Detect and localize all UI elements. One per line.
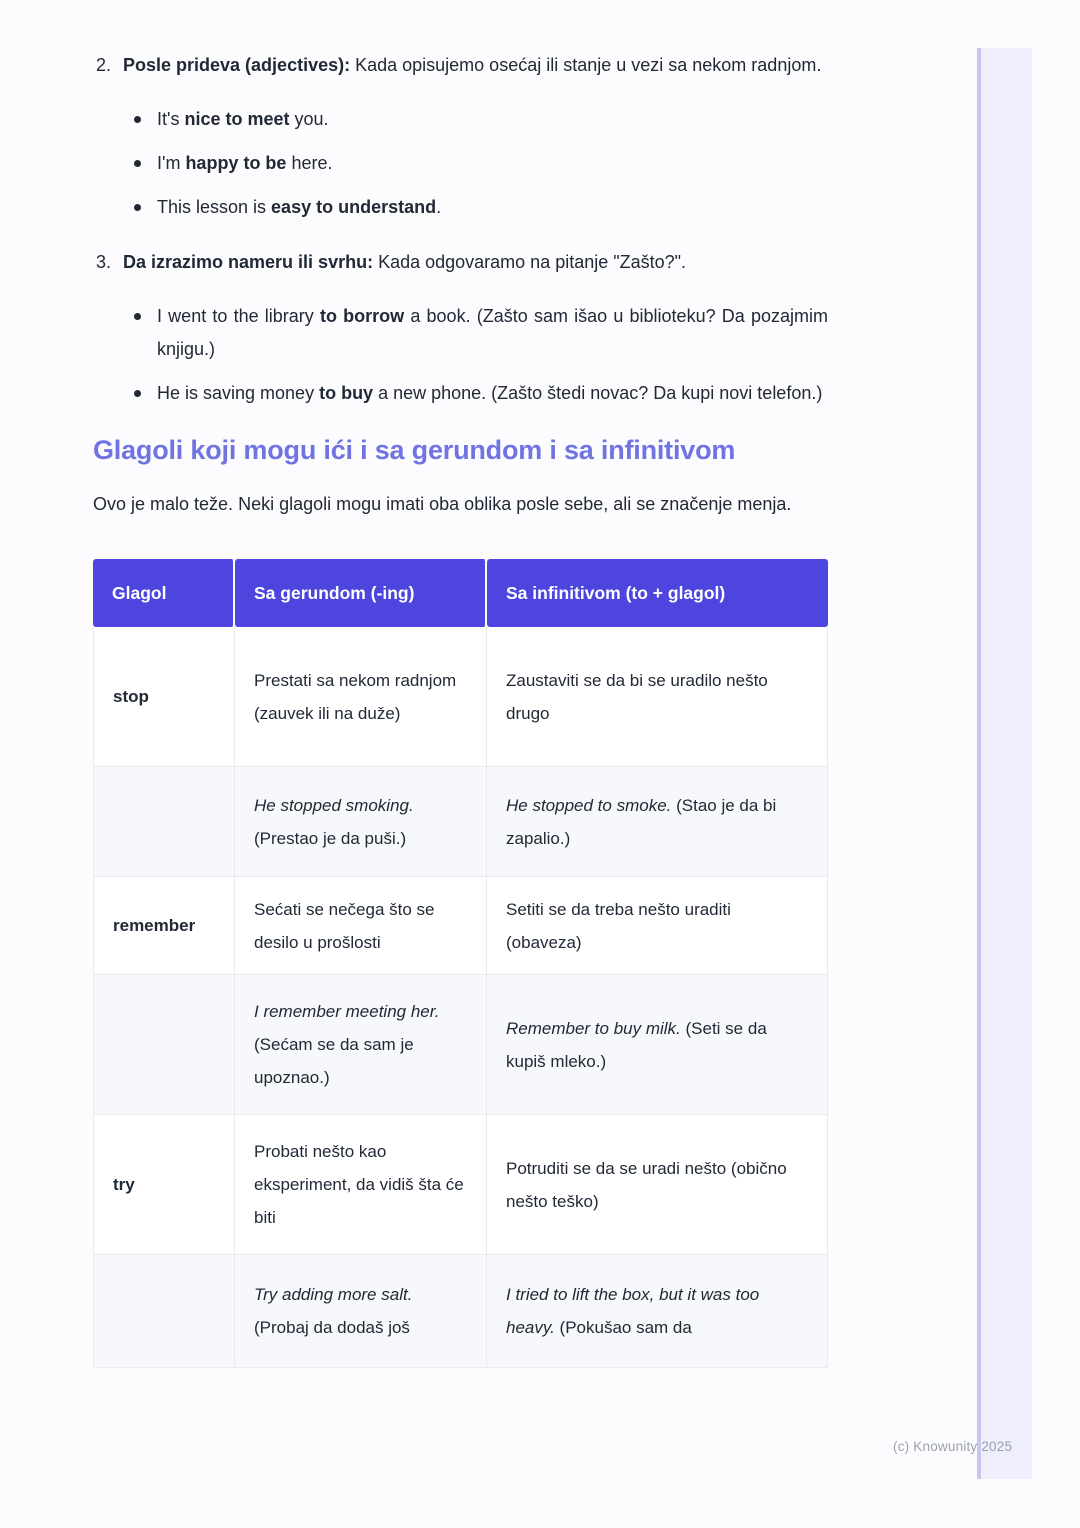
- item-lead: [123, 252, 686, 272]
- text: Prestati sa nekom radnjom (zauvek ili na duže): [254, 670, 457, 723]
- content-area: [93, 0, 828, 1368]
- numbered-item-2: [93, 49, 828, 224]
- text: (Probaj da dodaš još: [254, 1318, 410, 1337]
- text: Setiti se da treba nešto uraditi (obaveza): [506, 899, 731, 952]
- copyright-watermark: (c) Knowunity 2025: [893, 1439, 1013, 1454]
- text: He is saving money: [157, 383, 320, 403]
- infinitive-cell: [487, 1255, 828, 1368]
- table-header-cell: Sa gerundom (-ing): [235, 559, 487, 627]
- italic-text: Remember to buy milk.: [506, 1018, 681, 1038]
- numbered-list: [93, 49, 828, 410]
- text: (Pokušao sam da: [554, 1318, 692, 1337]
- gerund-cell: [235, 877, 487, 975]
- text: Kada odgovaramo na pitanje "Zašto?".: [373, 252, 687, 272]
- gerund-cell: [235, 1115, 487, 1255]
- bullet-text: [157, 153, 332, 173]
- section-heading: Glagoli koji mogu ići i sa gerundom i sa infinitivom: [93, 435, 736, 465]
- bold-text: to borrow: [319, 306, 405, 326]
- item-number: 3.: [96, 252, 112, 272]
- item-lead: [123, 55, 821, 75]
- text: .: [436, 197, 442, 217]
- bullet-icon: [134, 390, 141, 397]
- bold-text: nice to meet: [184, 109, 290, 129]
- table-row-example: [93, 975, 828, 1115]
- text: I went to the library: [157, 306, 320, 326]
- table-header-cell: Glagol: [93, 559, 235, 627]
- text: Probati nešto kao eksperiment, da vidiš šta će biti: [254, 1142, 464, 1227]
- bullet-text: [157, 197, 441, 217]
- intro-paragraph: Ovo je malo teže. Neki glagoli mogu imati oba oblika posle sebe, ali se značenje menja.: [93, 494, 792, 514]
- infinitive-cell: [487, 975, 828, 1115]
- table-row-definition: [93, 627, 828, 767]
- italic-text: I tried to lift the box, but it was too heavy.: [506, 1285, 760, 1337]
- text: here.: [286, 153, 333, 173]
- bold-text: easy to understand: [271, 197, 437, 217]
- bold-text: happy to be: [185, 153, 287, 173]
- verbs-table: [93, 559, 828, 1368]
- text: a new phone. (Zašto štedi novac? Da kupi novi telefon.): [373, 383, 823, 403]
- text: a book. (Zašto sam išao u biblioteku? Da pozajmim knjigu.): [157, 306, 828, 359]
- gerund-cell: [235, 627, 487, 767]
- verb-cell: [93, 767, 235, 877]
- page-scrollbar-track[interactable]: [977, 48, 1032, 1479]
- italic-text: Try adding more salt.: [254, 1285, 413, 1304]
- table-row-definition: [93, 877, 828, 975]
- verb-cell: try: [93, 1115, 235, 1255]
- table-header-cell: Sa infinitivom (to + glagol): [487, 559, 828, 627]
- item-number: 2.: [96, 55, 112, 75]
- table-header-row: [93, 559, 828, 627]
- bold-text: Da izrazimo nameru ili svrhu:: [123, 252, 374, 272]
- text: (Stao je da bi zapalio.): [506, 795, 777, 848]
- bullet-icon: [134, 116, 141, 123]
- bullet-icon: [134, 204, 141, 211]
- infinitive-cell: [487, 877, 828, 975]
- bullet-item: [123, 191, 828, 224]
- italic-text: He stopped to smoke.: [506, 795, 672, 815]
- table-row-example: [93, 767, 828, 877]
- italic-text: He stopped smoking.: [254, 795, 414, 815]
- table-row-example: [93, 1255, 828, 1368]
- numbered-item-3: [93, 246, 828, 410]
- bullet-list: [123, 103, 828, 224]
- bold-text: Posle prideva (adjectives):: [123, 55, 351, 75]
- text: you.: [289, 109, 329, 129]
- text: It's: [157, 109, 185, 129]
- bold-text: to buy: [319, 383, 374, 403]
- bullet-list: [123, 300, 828, 410]
- text: This lesson is: [157, 197, 272, 217]
- text: (Prestao je da puši.): [254, 828, 407, 848]
- gerund-cell: [235, 975, 487, 1115]
- verb-cell: stop: [93, 627, 235, 767]
- infinitive-cell: [487, 767, 828, 877]
- text: I'm: [157, 153, 186, 173]
- bullet-text: [157, 109, 329, 129]
- verb-cell: remember: [93, 877, 235, 975]
- text: Kada opisujemo osećaj ili stanje u vezi sa nekom radnjom.: [350, 55, 822, 75]
- text: Zaustaviti se da bi se uradilo nešto drugo: [506, 670, 768, 723]
- verb-cell: [93, 975, 235, 1115]
- bullet-item: [123, 377, 828, 410]
- verb-cell: [93, 1255, 235, 1368]
- bullet-item: [123, 147, 828, 180]
- text: (Seti se da kupiš mleko.): [506, 1018, 767, 1071]
- table-row-definition: [93, 1115, 828, 1255]
- table-body: [93, 627, 828, 1368]
- bullet-icon: [134, 313, 141, 320]
- bullet-icon: [134, 160, 141, 167]
- infinitive-cell: [487, 1115, 828, 1255]
- verbs-table-wrap: [93, 559, 828, 1368]
- gerund-cell: [235, 767, 487, 877]
- bullet-item: [123, 300, 828, 366]
- text: (Sećam se da sam je upoznao.): [254, 1035, 414, 1087]
- gerund-cell: [235, 1255, 487, 1368]
- text: Sećati se nečega što se desilo u prošlosti: [254, 899, 435, 952]
- infinitive-cell: [487, 627, 828, 767]
- text: Potruditi se da se uradi nešto (obično nešto teško): [506, 1158, 787, 1211]
- bullet-text: [157, 383, 822, 403]
- bullet-item: [123, 103, 828, 136]
- bullet-text: [157, 306, 828, 359]
- italic-text: I remember meeting her.: [254, 1002, 440, 1021]
